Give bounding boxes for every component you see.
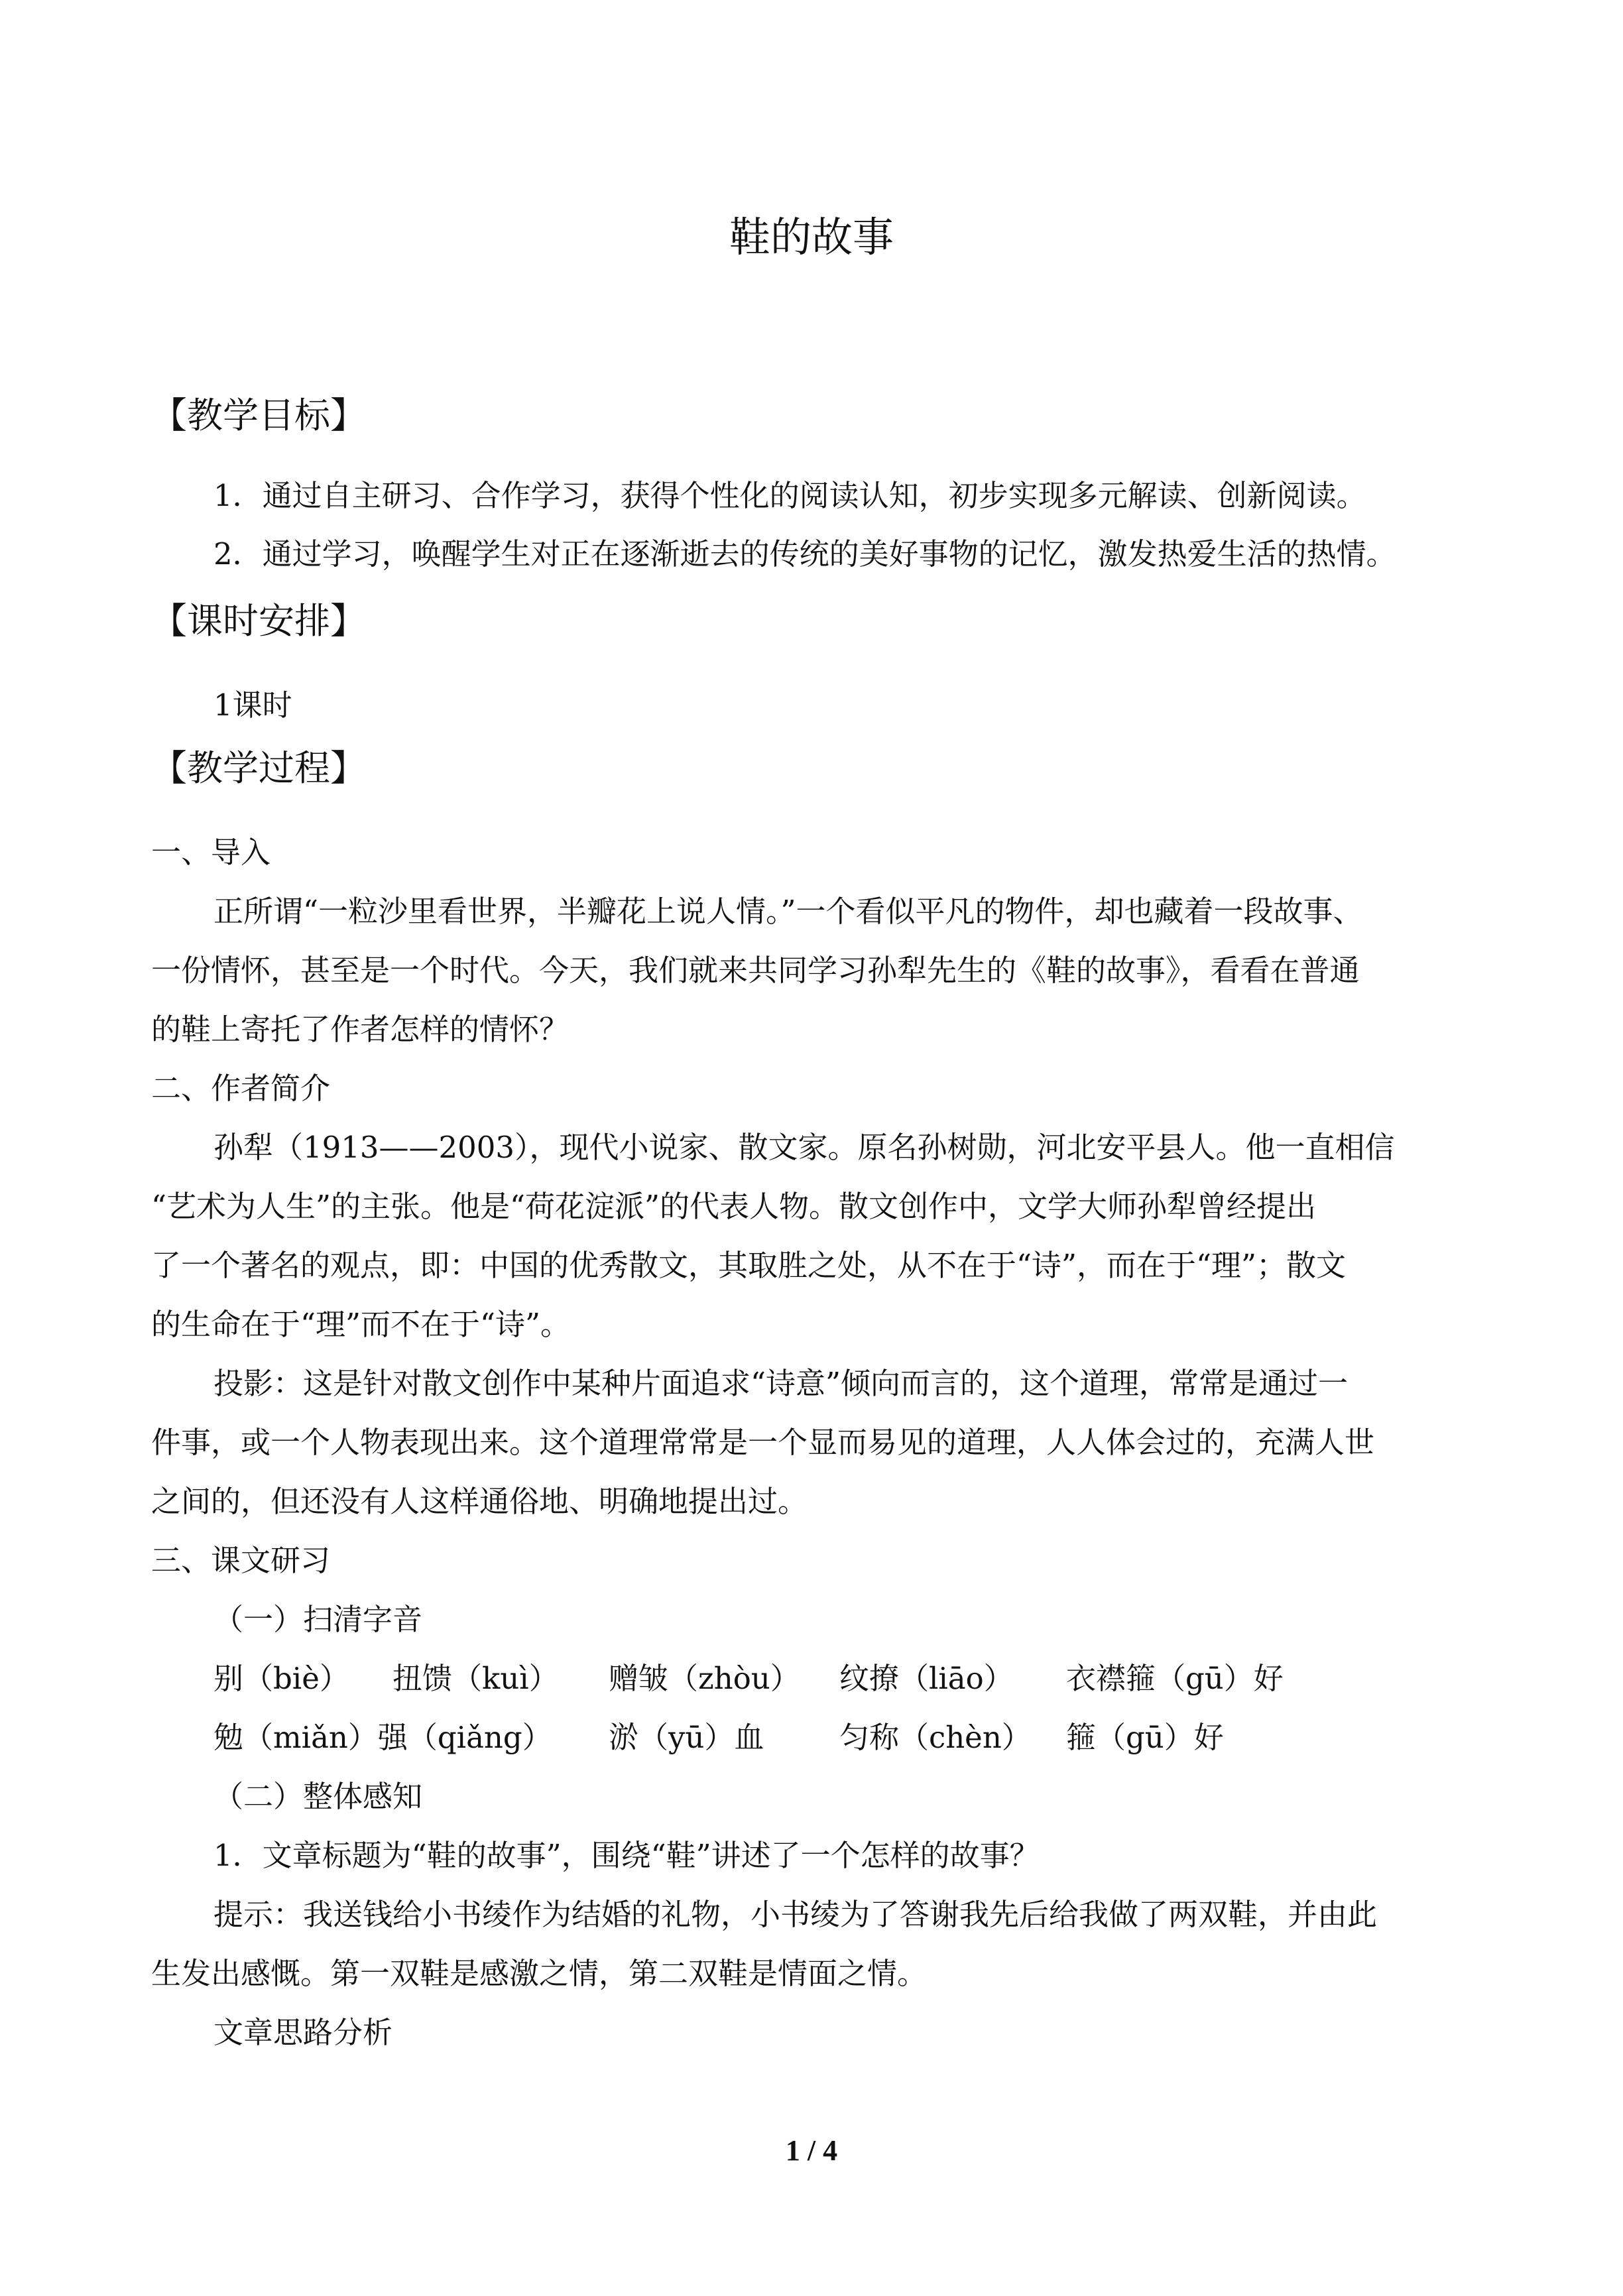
- author-line-4: 的生命在于“理”而不在于“诗”。: [151, 1307, 571, 1342]
- pronunciation-item: 箍（gū）好: [1066, 1720, 1224, 1755]
- goals-heading: 【教学目标】: [151, 394, 366, 436]
- pronunciation-item: 赠皱（zhòu）: [609, 1661, 800, 1696]
- intro-line-1: 正所谓“一粒沙里看世界，半瓣花上说人情。”一个看似平凡的物件，却也藏着一段故事、: [213, 894, 1363, 929]
- question-1: 1．文章标题为“鞋的故事”，围绕“鞋”讲述了一个怎样的故事？: [213, 1838, 1040, 1873]
- projection-line-2: 件事，或一个人物表现出来。这个道理常常是一个显而易见的道理，人人体会过的，充满人世: [151, 1425, 1375, 1460]
- pronunciation-item: 纹撩（liāo）: [839, 1661, 1014, 1696]
- author-line-3: 了一个著名的观点，即：中国的优秀散文，其取胜之处，从不在于“诗”，而在于“理”；散文: [151, 1248, 1347, 1283]
- author-line-2: “艺术为人生”的主张。他是“荷花淀派”的代表人物。散文创作中，文学大师孙犁曾经提出: [151, 1189, 1317, 1224]
- page-number: 1 / 4: [785, 2134, 838, 2167]
- analysis-heading: 文章思路分析: [213, 2015, 393, 2050]
- overview-heading: （二）整体感知: [213, 1779, 423, 1814]
- author-line-1: 孙犁（1913——2003），现代小说家、散文家。原名孙树勋，河北安平县人。他一直相信: [213, 1130, 1395, 1165]
- pronunciation-heading: （一）扫清字音: [213, 1602, 423, 1637]
- pronunciation-item: 匀称（chèn）: [839, 1720, 1032, 1755]
- pronunciation-item: 别（biè）: [213, 1661, 349, 1696]
- schedule-heading: 【课时安排】: [151, 600, 366, 642]
- intro-line-2: 一份情怀，甚至是一个时代。今天，我们就来共同学习孙犁先生的《鞋的故事》，看看在普通: [151, 953, 1360, 988]
- pronunciation-item: 衣襟箍（gū）好: [1066, 1661, 1284, 1696]
- process-heading: 【教学过程】: [151, 747, 366, 789]
- schedule-text: 1课时: [213, 688, 292, 723]
- hint-line-1: 提示：我送钱给小书绫作为结婚的礼物，小书绫为了答谢我先后给我做了两双鞋，并由此: [213, 1897, 1378, 1932]
- pronunciation-item: 扭馈（kuì）: [392, 1661, 559, 1696]
- pronunciation-item: 淤（yū）血: [609, 1720, 764, 1755]
- goal-item-1: 1．通过自主研习、合作学习，获得个性化的阅读认知，初步实现多元解读、创新阅读。: [213, 478, 1366, 513]
- goal-item-2: 2．通过学习，唤醒学生对正在逐渐逝去的传统的美好事物的记忆，激发热爱生活的热情。: [213, 536, 1396, 572]
- intro-heading: 一、导入: [151, 835, 271, 870]
- projection-line-1: 投影：这是针对散文创作中某种片面追求“诗意”倾向而言的，这个道理，常常是通过一: [213, 1366, 1349, 1401]
- author-heading: 二、作者简介: [151, 1071, 331, 1106]
- study-heading: 三、课文研习: [151, 1543, 331, 1578]
- hint-line-2: 生发出感慨。第一双鞋是感激之情，第二双鞋是情面之情。: [151, 1956, 928, 1991]
- intro-line-3: 的鞋上寄托了作者怎样的情怀？: [151, 1012, 570, 1047]
- document-title: 鞋的故事: [729, 213, 894, 261]
- projection-line-3: 之间的，但还没有人这样通俗地、明确地提出过。: [151, 1484, 808, 1519]
- pronunciation-item: 勉（miǎn）强（qiǎng）: [213, 1720, 552, 1755]
